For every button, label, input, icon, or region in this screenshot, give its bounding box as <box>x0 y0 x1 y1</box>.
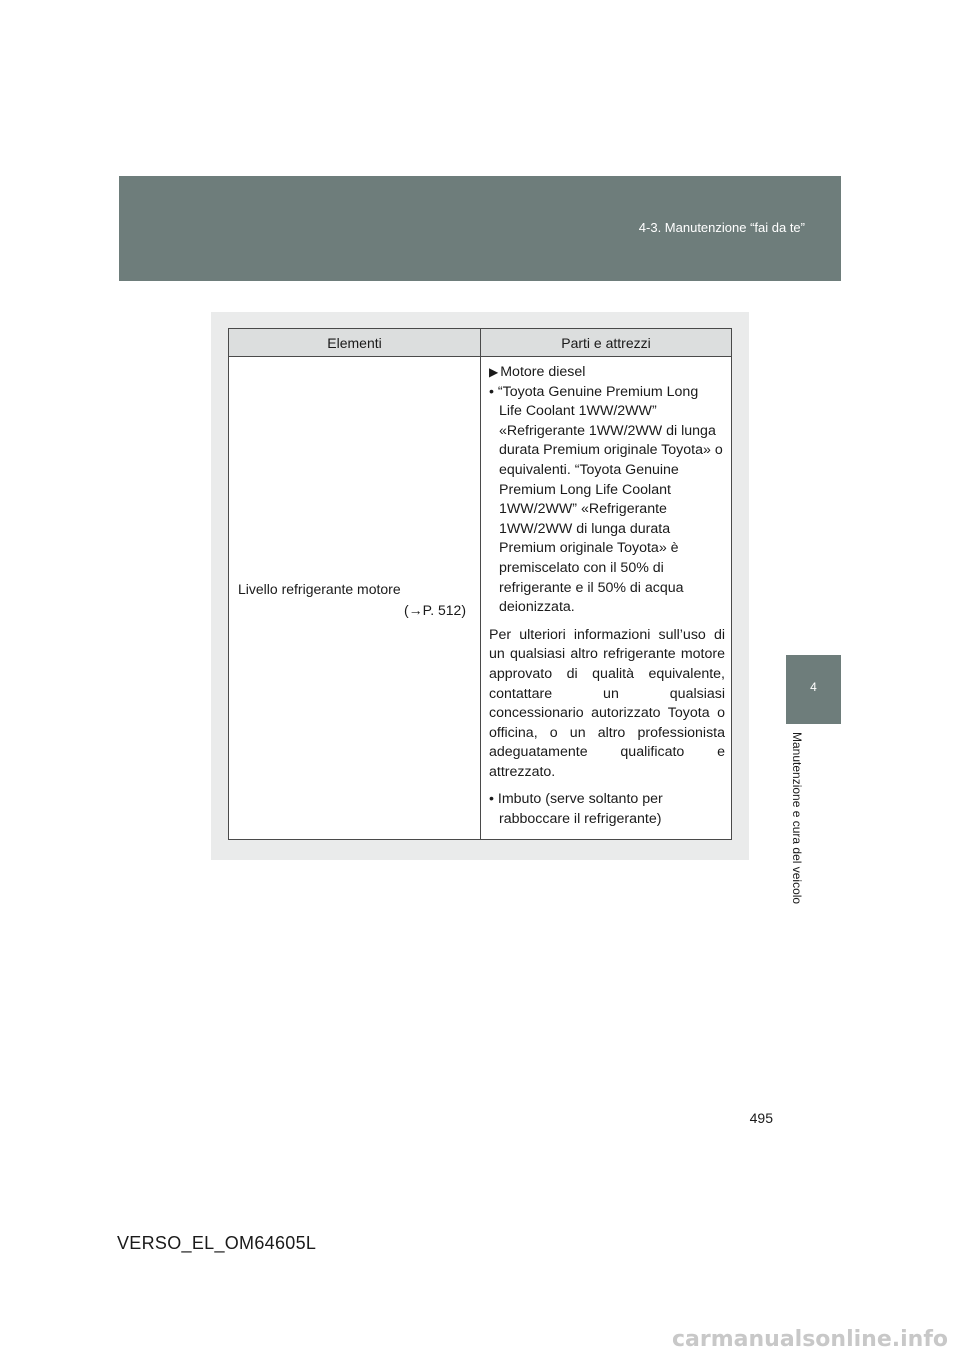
watermark: carmanualsonline.info <box>672 1327 948 1352</box>
coolant-bullet: • “Toyota Genuine Premium Long Life Coolant 1WW/2WW” «Refrigerante 1WW/2WW di lunga durata Premium originale Toyota» o equivalenti. “Toyota Genuine Premium Long Life Coolant 1WW/2WW” «Refrigerante 1WW/2WW di lunga durata Premium originale Toyota» è premiscelato con il 50% di refrigerante e il 50% di acqua deionizzata. <box>489 383 723 616</box>
page-reference: (→P. 512) <box>404 602 466 618</box>
page-number: 495 <box>749 1110 773 1126</box>
chapter-number: 4 <box>810 680 817 694</box>
funnel-bullet: • Imbuto (serve soltanto per rabboccare il refrigerante) <box>489 791 663 828</box>
document-code: VERSO_EL_OM64605L <box>117 1233 317 1253</box>
table-header-row <box>229 329 732 357</box>
header-elementi: Elementi <box>229 329 481 357</box>
section-header <box>119 176 841 281</box>
coolant-note: Per ulteriori informazioni sull’uso di un qualsiasi altro refrigerante motore approvato di qualità equivalente, contattare un qualsiasi concessionario autorizzato Toyota o officina, o un altro professionista adeguatamente qualificato e attrezzato. <box>489 626 725 780</box>
table-row <box>229 357 732 840</box>
item-name: Livello refrigerante motore <box>238 581 401 597</box>
engine-type <box>489 363 725 383</box>
triangle-right-icon: ▶ <box>489 365 499 379</box>
engine-type-label: Motore diesel <box>500 364 586 380</box>
chapter-label: Manutenzione e cura del veicolo <box>790 732 804 905</box>
item-cell <box>229 357 481 840</box>
parts-table <box>228 328 732 840</box>
header-parti: Parti e attrezzi <box>481 329 732 357</box>
section-title: 4-3. Manutenzione “fai da te” <box>638 220 805 235</box>
chapter-tab <box>786 655 841 724</box>
parts-cell <box>481 357 732 840</box>
